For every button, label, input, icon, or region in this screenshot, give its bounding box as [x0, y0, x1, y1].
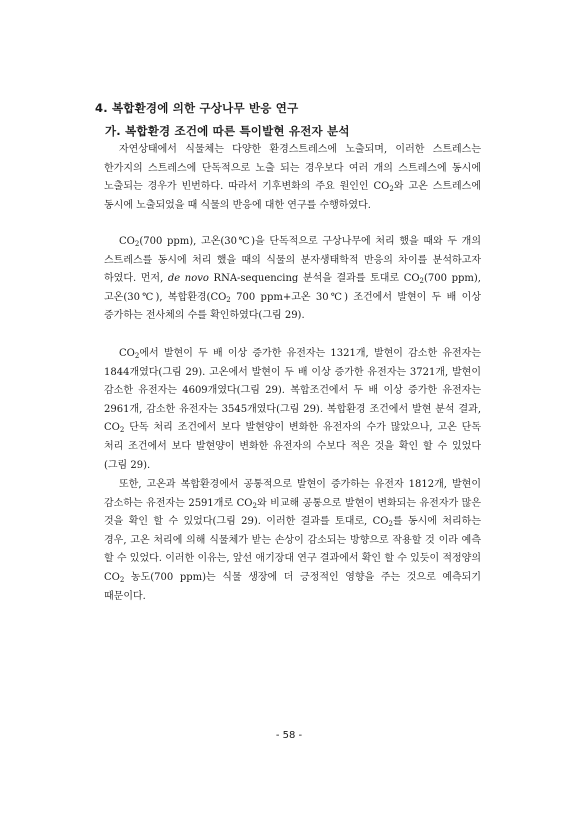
- subsection-title: 가. 복합환경 조건에 따른 특이발현 유전자 분석: [105, 124, 350, 138]
- section-title: 4. 복합환경에 의한 구상나무 반응 연구: [95, 101, 299, 115]
- paragraph-4: 또한, 고온과 복합환경에서 공통적으로 발현이 증가하는 유전자 1812개, 발현이 감소하는 유전자는 2591개로 $CO_2$와 비교해 공통으로 발현이 변화되는 유전자가 많은 것을 확인 할 수 있었다(그림 29). 이러한 결과를 토대로, $CO_2$를 동시에 처리하는 경우, 고온 처리에 의해 식물체가 받는 손상이 감소되는 방향으로 작용할 것 이라 예측 할 수 있었다. 이러한 이유는, 앞선 애기장대 연구 결과에서 확인 할 수 있듯이 적정양의 $CO_2$ 농도(700 ppm)는 식물 생장에 더 긍정적인 영향을 주는 것으로 예측되기 때문이다.: [104, 479, 481, 602]
- paragraph-1: 자연상태에서 식물체는 다양한 환경스트레스에 노출되며, 이러한 스트레스는 한가지의 스트레스에 단독적으로 노출 되는 경우보다 여러 개의 스트레스에 동시에 노출되는 경우가 빈번하다. 따라서 기후변화의 주요 원인인 $CO_2$와 고온 스트레스에 동시에 노출되었을 때 식물의 반응에 대한 연구를 수행하였다.: [104, 144, 481, 211]
- page-number: - 58 -: [275, 730, 303, 741]
- paragraph-3: $CO_2$에서 발현이 두 배 이상 증가한 유전자는 1321개, 발현이 감소한 유전자는 1844개였다(그림 29). 고온에서 발현이 두 배 이상 증가한 유전자는 3721개, 발현이 감소한 유전자는 4609개였다(그림 29). 복합조건에서 두 배 이상 증가한 유전자는 2961개, 감소한 유전자는 3545개였다(그림 29). 복합환경 조건에서 발현 분석 결과, $CO_2$ 단독 처리 조건에서 보다 발현양이 변화한 유전자의 수가 많았으나, 고온 단독 처리 조건에서 보다 발현양이 변화한 유전자의 수보다 적은 것을 확인 할 수 있었다(그림 29).: [104, 348, 481, 471]
- paragraph-2: $CO_2(700$ ppm), 고온(30℃)을 단독적으로 구상나무에 처리 했을 때와 두 개의 스트레스를 동시에 처리 했을 때의 식물의 분자생태학적 반응의 차이를 분석하고자 하였다. 먼저, de novo RNA-sequencing 분석을 결과를 토대로 $CO_2(700$ ppm), 고온(30℃), 복합환경($CO_2$ 700 ppm+고온 30℃) 조건에서 발현이 두 배 이상 증가하는 전사체의 수를 확인하였다(그림 29).: [104, 236, 481, 322]
